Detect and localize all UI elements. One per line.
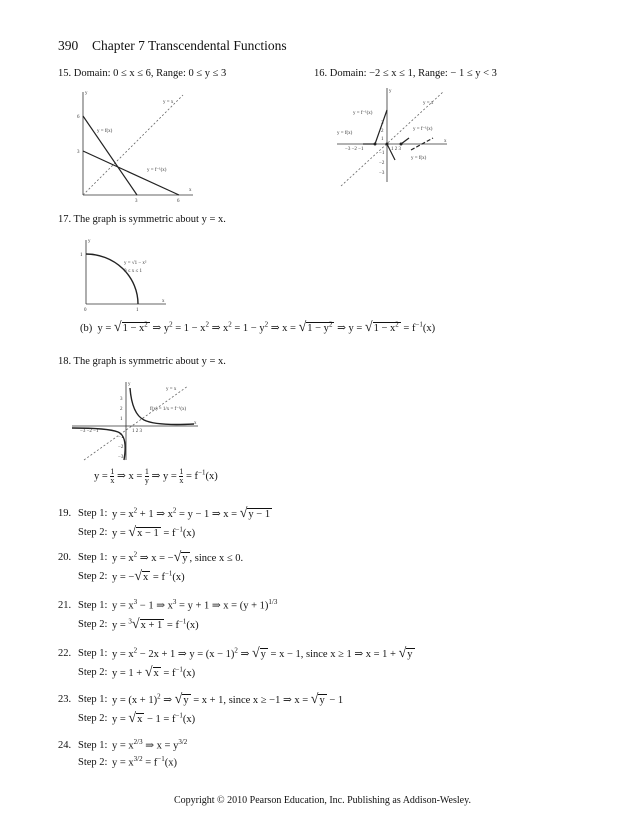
- p21-eq1: $y = x^3 - 1$ ⇒ $x^3 = y + 1$ ⇒ $x = (y + 1)^{1/3}$: [112, 598, 278, 612]
- problem-23-num: 23.: [58, 694, 72, 705]
- p24-step1: Step 1:: [78, 740, 108, 751]
- ticks-x-pos: 1 2 3: [132, 429, 142, 434]
- f-label: y = f(x): [337, 131, 353, 136]
- p23-step1: Step 1:: [78, 694, 108, 705]
- y-axis-label: y: [85, 91, 88, 96]
- p24-eq1: $y = x^{2/3}$ ⇒ $x = y^{3/2}$: [112, 738, 188, 752]
- tick-y-3: 3: [381, 121, 384, 126]
- line-yx-label: y = x: [423, 101, 434, 106]
- p23-eq1: $y = (x + 1)^2$ ⇒ √y = x + 1, since x ≥ −1 ⇒ x = √y − 1: [112, 692, 344, 707]
- p24-step2: Step 2:: [78, 757, 108, 768]
- problem-22-num: 22.: [58, 648, 72, 659]
- p20-since: , since x ≤ 0.: [189, 553, 244, 564]
- x-axis-label: x: [444, 139, 447, 144]
- copyright-footer: Copyright © 2010 Pearson Education, Inc. Publishing as Addison-Wesley.: [174, 795, 471, 806]
- p20-step1: Step 1:: [78, 552, 108, 563]
- tick-y-m1: −1: [118, 435, 124, 440]
- problem-19-num: 19.: [58, 508, 72, 519]
- equation-18: y = $\frac{1}{x}$ ⇒ x = $\frac{1}{y}$ ⇒ y = $\frac{1}{x} = f^{-1}(x)$: [94, 467, 218, 485]
- p23-step2: Step 2:: [78, 713, 108, 724]
- line-yx-label: y = x: [163, 100, 174, 105]
- ticks-x-neg: −3 −2 −1: [80, 429, 99, 434]
- p21-step1: Step 1:: [78, 600, 108, 611]
- tick-x0: 0: [84, 308, 87, 313]
- tick-y3: 3: [77, 150, 80, 155]
- problem-15-text: 15. Domain: 0 ≤ x ≤ 6, Range: 0 ≤ y ≤ 3: [58, 68, 227, 79]
- page-number: 390: [58, 38, 79, 53]
- f-label: f(x) = 1/x = f⁻¹(x): [150, 407, 187, 412]
- domain-label: 0 ≤ x ≤ 1: [124, 269, 142, 274]
- graph-17: [78, 238, 168, 312]
- tick-y-1: 1: [381, 137, 384, 142]
- p24-eq2: $y = x^{3/2} = f^{-1}(x)$: [112, 755, 177, 769]
- graph-18: [70, 380, 200, 462]
- x-axis-label: x: [162, 299, 165, 304]
- p19-eq1: $y = x^2 + 1$ ⇒ $x^2 = y - 1$ ⇒ x = √y − 1: [112, 506, 271, 521]
- problem-21-num: 21.: [58, 600, 72, 611]
- tick-x3: 3: [135, 199, 138, 204]
- p20-step2: Step 2:: [78, 571, 108, 582]
- problem-16-text: 16. Domain: −2 ≤ x ≤ 1, Range: − 1 ≤ y < 3: [314, 68, 497, 79]
- tick-y-2: 2: [381, 129, 384, 134]
- tick-y-m3: −3: [379, 171, 385, 176]
- x-axis-label: x: [194, 421, 197, 426]
- problem-18-text: 18. The graph is symmetric about y = x.: [58, 356, 226, 367]
- tick-y6: 6: [77, 115, 80, 120]
- tick-y1: 1: [80, 253, 83, 258]
- f-label: y = √1 − x²: [124, 261, 147, 266]
- p22-since: since x ≥ 1 ⇒ x = 1 +: [306, 649, 396, 660]
- chapter-title: Chapter 7 Transcendental Functions: [92, 38, 287, 53]
- y-axis-label: y: [88, 239, 91, 244]
- problem-17-text: 17. The graph is symmetric about y = x.: [58, 214, 226, 225]
- y-axis-label: y: [389, 89, 392, 94]
- tick-y-m2: −2: [379, 161, 385, 166]
- equation-17: (b) $y = √1 - x^2$ ⇒ $y^2 = 1 - x^2$ ⇒ $x^2 = 1 - y^2$ ⇒ $x = √1 - y^2$ ⇒ $y = √1 - x^2 = f^{-1}(x)$: [80, 320, 436, 335]
- y-axis-label: y: [128, 382, 131, 387]
- f-label: y = f(x): [97, 129, 113, 134]
- p23-since: since x ≥ −1 ⇒ x =: [228, 695, 309, 706]
- x-axis-label: x: [189, 188, 192, 193]
- ticks-x-neg: −3 −2 −1: [345, 147, 364, 152]
- f-label-2: y = f(x): [411, 156, 427, 161]
- problem-20-num: 20.: [58, 552, 72, 563]
- finv-label-2: y = f⁻¹(x): [413, 127, 433, 132]
- tick-y-2: 2: [120, 407, 123, 412]
- p21-step2: Step 2:: [78, 619, 108, 630]
- finv-label: y = f⁻¹(x): [147, 168, 167, 173]
- p22-step1: Step 1:: [78, 648, 108, 659]
- p22-eq2: $y = 1 + √x = f^{-1}(x)$: [112, 665, 196, 680]
- p19-step1: Step 1:: [78, 508, 108, 519]
- tick-y-1: 1: [120, 417, 123, 422]
- p19-eq2: $y = √x - 1 = f^{-1}(x)$: [112, 525, 196, 540]
- tick-y-m3: −3: [118, 455, 124, 460]
- tick-x6: 6: [177, 199, 180, 204]
- tick-x1: 1: [136, 308, 139, 313]
- p20-eq2: $y = -√x = f^{-1}(x)$: [112, 569, 185, 584]
- part-b-label: (b): [80, 323, 93, 334]
- ticks-x-pos: 1 2 3: [391, 147, 401, 152]
- p22-step2: Step 2:: [78, 667, 108, 678]
- p19-step2: Step 2:: [78, 527, 108, 538]
- p22-eq1: $y = x^2 - 2x + 1$ ⇒ $y = (x - 1)^2$ ⇒ √y = x − 1, since x ≥ 1 ⇒ x = 1 + √y: [112, 646, 413, 661]
- tick-y-m1: −1: [379, 151, 385, 156]
- p20-eq1: $y = x^2$ ⇒ x = −√y , since x ≤ 0.: [112, 550, 244, 565]
- tick-y-3: 3: [120, 397, 123, 402]
- p21-eq2: $y = ^3√x + 1 = f^{-1}(x)$: [112, 617, 199, 632]
- tick-y-m2: −2: [118, 445, 124, 450]
- line-yx-label: y = x: [166, 387, 177, 392]
- problem-24-num: 24.: [58, 740, 72, 751]
- graph-15: [75, 90, 195, 202]
- finv-label: y = f⁻¹(x): [353, 111, 373, 116]
- p23-eq2: $y = √x - 1 = f^{-1}(x)$: [112, 711, 196, 726]
- graph-16: [335, 86, 450, 186]
